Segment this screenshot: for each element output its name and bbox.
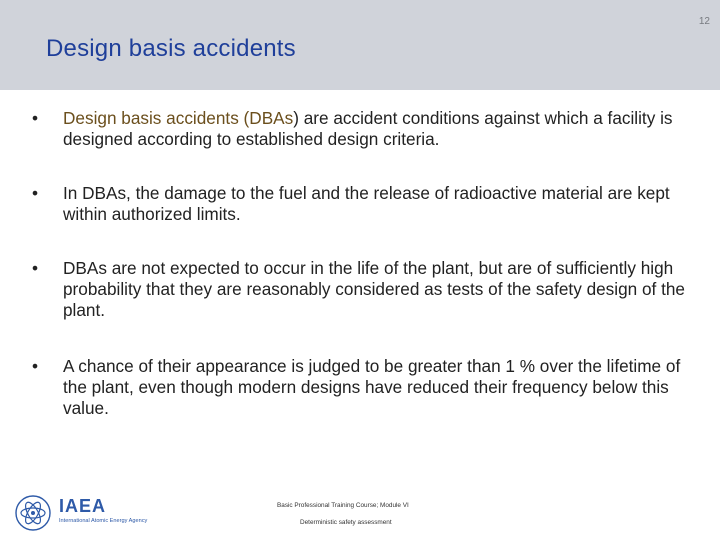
bullet-item-frequency [32, 356, 692, 419]
logo-text: IAEA [59, 496, 107, 516]
bullet-item-probability [32, 258, 692, 321]
page-number: 12 [698, 16, 710, 27]
bullet-marker: • [32, 183, 39, 203]
bullet-text: In DBAs, the damage to the fuel and the release of radioactive material are kept within authorized limits. [63, 183, 670, 224]
bullet-item-dba-definition [32, 108, 692, 150]
slide-title: Design basis accidents [46, 35, 296, 62]
bullet-list [32, 108, 692, 419]
dba-term: Design basis accidents (DBAs [63, 108, 294, 128]
bullet-item-damage-limits [32, 183, 692, 225]
iaea-atom-emblem-icon [14, 494, 52, 532]
bullet-marker: • [32, 108, 39, 128]
bullet-marker: • [32, 356, 39, 376]
footer-topic: Deterministic safety assessment [300, 519, 392, 526]
footer-course: Basic Professional Training Course; Module VI [277, 502, 409, 509]
iaea-logo [14, 494, 174, 534]
logo-subtitle: International Atomic Energy Agency [59, 518, 148, 524]
bullet-text: ) are accident conditions against which a facility is designed according to established design criteria. [63, 108, 673, 149]
bullet-text: DBAs are not expected to occur in the life of the plant, but are of sufficiently high probability that they are reasonably considered as tests of the safety design of the plant. [63, 258, 685, 320]
bullet-marker: • [32, 258, 39, 278]
bullet-text: A chance of their appearance is judged to be greater than 1 % over the lifetime of the plant, even though modern designs have reduced their frequency below this value. [63, 356, 681, 418]
